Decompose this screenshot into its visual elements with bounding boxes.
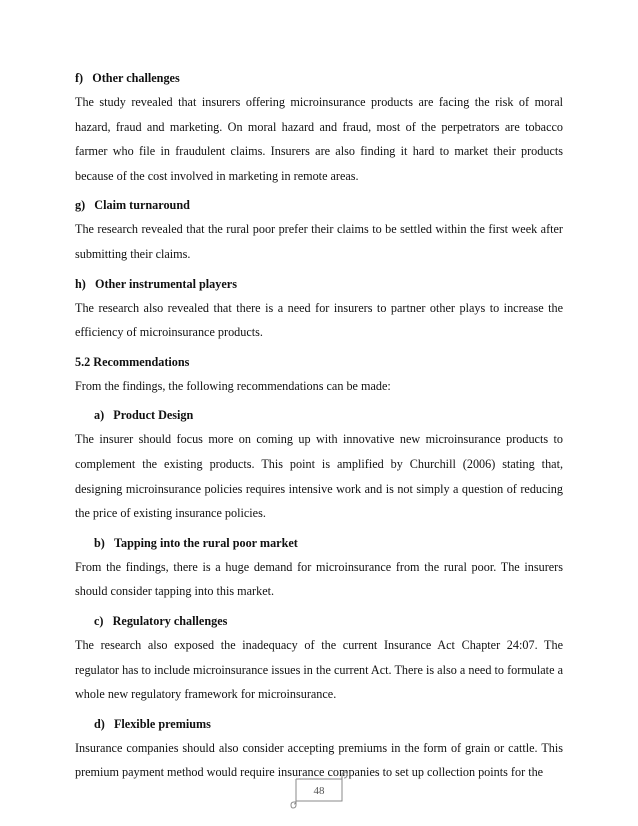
paragraph-product-design: The insurer should focus more on coming up with innovative new microinsurance products to complement the existing products. This point is amplified by Churchill (2006) stating that, designing microinsurance policies requires intensive work and is not simply a question of reducing the price of existing insurance policies. — [75, 432, 563, 521]
paragraph-recommendations-intro: From the findings, the following recommendations can be made: — [75, 378, 391, 393]
paragraph-other-instrumental-players: The research also revealed that there is a need for insurers to partner other plays to increase the efficiency of microinsurance products. — [75, 300, 563, 340]
heading-tapping-rural-market: b) Tapping into the rural poor market — [94, 535, 298, 550]
heading-other-challenges: f) Other challenges — [75, 71, 180, 85]
paragraph-tapping-rural-market: From the findings, there is a huge demand for microinsurance from the rural poor. The insurers should consider tapping into this market. — [75, 559, 563, 599]
heading-regulatory-challenges: c) Regulatory challenges — [94, 613, 228, 628]
heading-flexible-premiums: d) Flexible premiums — [94, 716, 211, 731]
document-page — [75, 66, 563, 788]
paragraph-claim-turnaround: The research revealed that the rural poor prefer their claims to be settled within the first week after submitting their claims. — [75, 222, 563, 261]
paragraph-flexible-premiums: Insurance companies should also consider accepting premiums in the form of grain or cattle. This premium payment method would require insurance companies to set up collection points for the — [75, 740, 563, 780]
paragraph-regulatory-challenges: The research also exposed the inadequacy of the current Insurance Act Chapter 24:07. The regulator has to include microinsurance issues in the current Act. There is also a need to formulate a whole new regulatory framework for microinsurance. — [75, 637, 563, 702]
heading-recommendations: 5.2 Recommendations — [75, 354, 190, 369]
heading-product-design: a) Product Design — [94, 408, 194, 423]
paragraph-other-challenges: The study revealed that insurers offering microinsurance products are facing the risk of moral hazard, fraud and marketing. On moral hazard and fraud, most of the perpetrators are tobacco farmer who file in fraudulent claims. Insurers are also finding it hard to market their products because of the cost involved in marketing in remote areas. — [75, 95, 563, 183]
heading-claim-turnaround: g) Claim turnaround — [75, 198, 190, 213]
page-number: 48 — [313, 785, 325, 797]
page-number-scroll — [290, 771, 348, 809]
heading-other-instrumental-players: h) Other instrumental players — [75, 276, 237, 291]
